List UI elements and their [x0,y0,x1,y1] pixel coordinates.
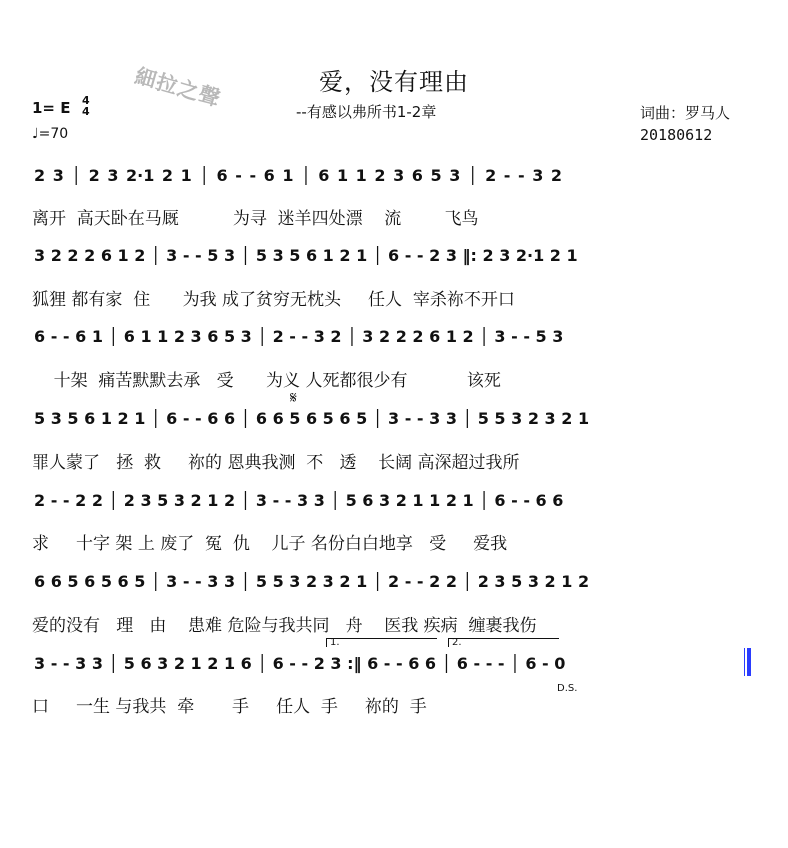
lyrics-line-7: 口 一生 与我共 牵 手 任人 手 祢的 手 [32,697,427,717]
notes-line-7: 3 - - 3 3 │ 5 6 3 2 1 2 1 6 │ 6 - - 2 3 :‖ 6 - - 6 6 │ 6 - - - │ 6 - 0 [34,654,566,673]
notes-line-6: 6 6 5 6 5 6 5 │ 3 - - 3 3 │ 5 5 3 2 3 2 1 │ 2 - - 2 2 │ 2 3 5 3 2 1 2 [34,572,590,591]
lyrics-line-3: 十架 痛苦默默去承 受 为义 人死都很少有 该死 [32,371,501,391]
lyrics-line-5: 求 十字 架 上 废了 冤 仇 儿子 名份白白地享 受 爱我 [32,534,508,554]
key-signature: 1= E [32,99,71,117]
notation-line-1 [0,166,788,196]
lyrics-line-4: 罪人蒙了 拯 救 祢的 恩典我测 不 透 长阔 高深超过我所 [32,453,520,473]
notation-line-4 [0,409,788,439]
time-signature-bottom: 4 [82,105,90,118]
watermark: 細拉之聲 [132,63,224,112]
segno-mark: 𝄋 [290,388,297,407]
time-signature [82,95,90,117]
credit: 词曲：罗马人 [640,104,731,122]
time-signature-top: 4 [82,94,90,107]
volta-1-bracket [326,638,437,647]
tempo: ♩=70 [32,126,69,142]
notes-line-5: 2 - - 2 2 │ 2 3 5 3 2 1 2 │ 3 - - 3 3 │ 5 6 3 2 1 1 2 1 │ 6 - - 6 6 [34,491,564,510]
volta-2-bracket [448,638,559,647]
song-title: 爱，没有理由 [319,68,469,96]
date: 20180612 [640,126,713,144]
notes-line-1: 2 3 │ 2 3 2·1 2 1 │ 6 - - 6 1 │ 6 1 1 2 3 6 5 3 │ 2 - - 3 2 [34,166,563,185]
notation-line-2 [0,246,788,276]
lyrics-line-6: 爱的没有 理 由 患难 危险与我共同 舟 医我 疾病 缠裹我伤 [32,616,537,636]
final-barline [744,648,751,676]
ds-mark: D.S. [557,683,578,694]
volta-1: 1. [330,637,340,648]
notes-line-2: 3 2 2 2 6 1 2 │ 3 - - 5 3 │ 5 3 5 6 1 2 1 │ 6 - - 2 3 ‖: 2 3 2·1 2 1 [34,246,578,265]
notation-line-3 [0,327,788,357]
lyrics-line-2: 狐狸 都有家 住 为我 成了贫穷无枕头 任人 宰杀祢不开口 [32,290,515,310]
volta-2: 2. [452,637,462,648]
notation-line-7 [0,654,788,684]
lyrics-line-1: 离开 高天卧在马厩 为寻 迷羊四处漂 流 飞鸟 [32,209,479,229]
notes-line-4: 5 3 5 6 1 2 1 │ 6 - - 6 6 │ 6 6 5 6 5 6 5 │ 3 - - 3 3 │ 5 5 3 2 3 2 1 [34,409,590,428]
song-subtitle: --有感以弗所书1-2章 [296,103,437,121]
notation-line-5 [0,491,788,521]
notation-line-6 [0,572,788,602]
notes-line-3: 6 - - 6 1 │ 6 1 1 2 3 6 5 3 │ 2 - - 3 2 │ 3 2 2 2 6 1 2 │ 3 - - 5 3 [34,327,564,346]
